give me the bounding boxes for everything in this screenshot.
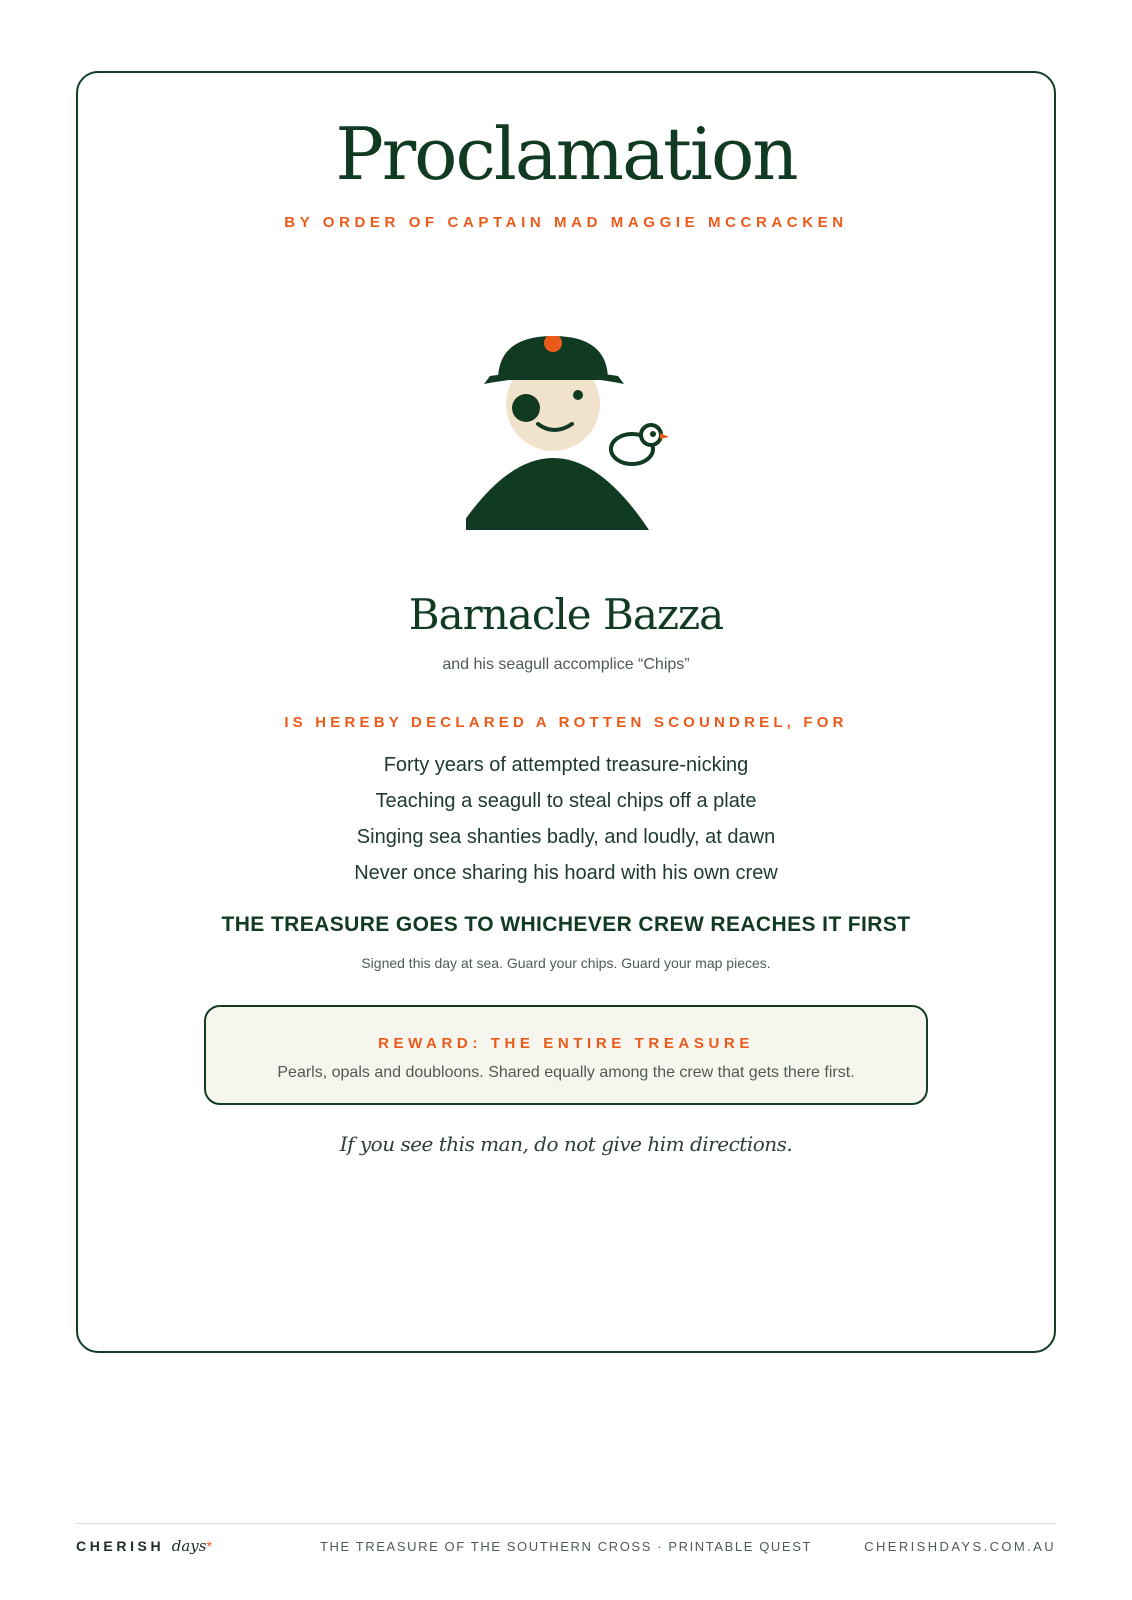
byline: BY ORDER OF CAPTAIN MAD MAGGIE MCCRACKEN bbox=[284, 214, 848, 231]
proclamation-frame bbox=[76, 71, 1056, 1353]
pirate-body bbox=[466, 458, 649, 530]
brand-mark: * bbox=[206, 1538, 212, 1554]
footer-title: THE TREASURE OF THE SOUTHERN CROSS · PRINTABLE QUEST bbox=[319, 1539, 813, 1554]
list-item: Never once sharing his hoard with his own crew bbox=[354, 862, 778, 884]
reward-panel bbox=[204, 1005, 928, 1105]
eyepatch-icon bbox=[512, 394, 540, 422]
pirate-with-eyepatch-and-seagull-icon bbox=[466, 336, 686, 546]
list-item: Singing sea shanties badly, and loudly, at dawn bbox=[356, 826, 776, 848]
reward-title: REWARD: THE ENTIRE TREASURE bbox=[378, 1035, 754, 1052]
subject-accomplice: and his seagull accomplice “Chips” bbox=[442, 656, 690, 673]
seagull-beak bbox=[660, 433, 669, 439]
footer-divider bbox=[76, 1523, 1056, 1524]
declaration-heading: IS HEREBY DECLARED A ROTTEN SCOUNDREL, FOR bbox=[284, 714, 848, 731]
verdict-statement: THE TREASURE GOES TO WHICHEVER CREW REACHES IT FIRST bbox=[221, 913, 911, 936]
seagull-eye bbox=[650, 431, 656, 437]
subject-name: Barnacle Bazza bbox=[408, 590, 724, 639]
footer-website: CHERISHDAYS.COM.AU bbox=[864, 1539, 1056, 1554]
page-title: Proclamation bbox=[335, 112, 797, 196]
brand-script: days bbox=[171, 1537, 207, 1555]
brand-main: CHERISH bbox=[76, 1538, 165, 1554]
list-item: Teaching a seagull to steal chips off a plate bbox=[375, 790, 757, 812]
reward-description: Pearls, opals and doubloons. Shared equally among the crew that gets there first. bbox=[277, 1064, 855, 1081]
list-item: Forty years of attempted treasure-nicking bbox=[383, 754, 749, 776]
warning-note: If you see this man, do not give him directions. bbox=[339, 1132, 793, 1156]
pirate-eye bbox=[573, 390, 583, 400]
signed-note: Signed this day at sea. Guard your chips. Guard your map pieces. bbox=[361, 955, 771, 971]
charges-list bbox=[0, 750, 1132, 894]
